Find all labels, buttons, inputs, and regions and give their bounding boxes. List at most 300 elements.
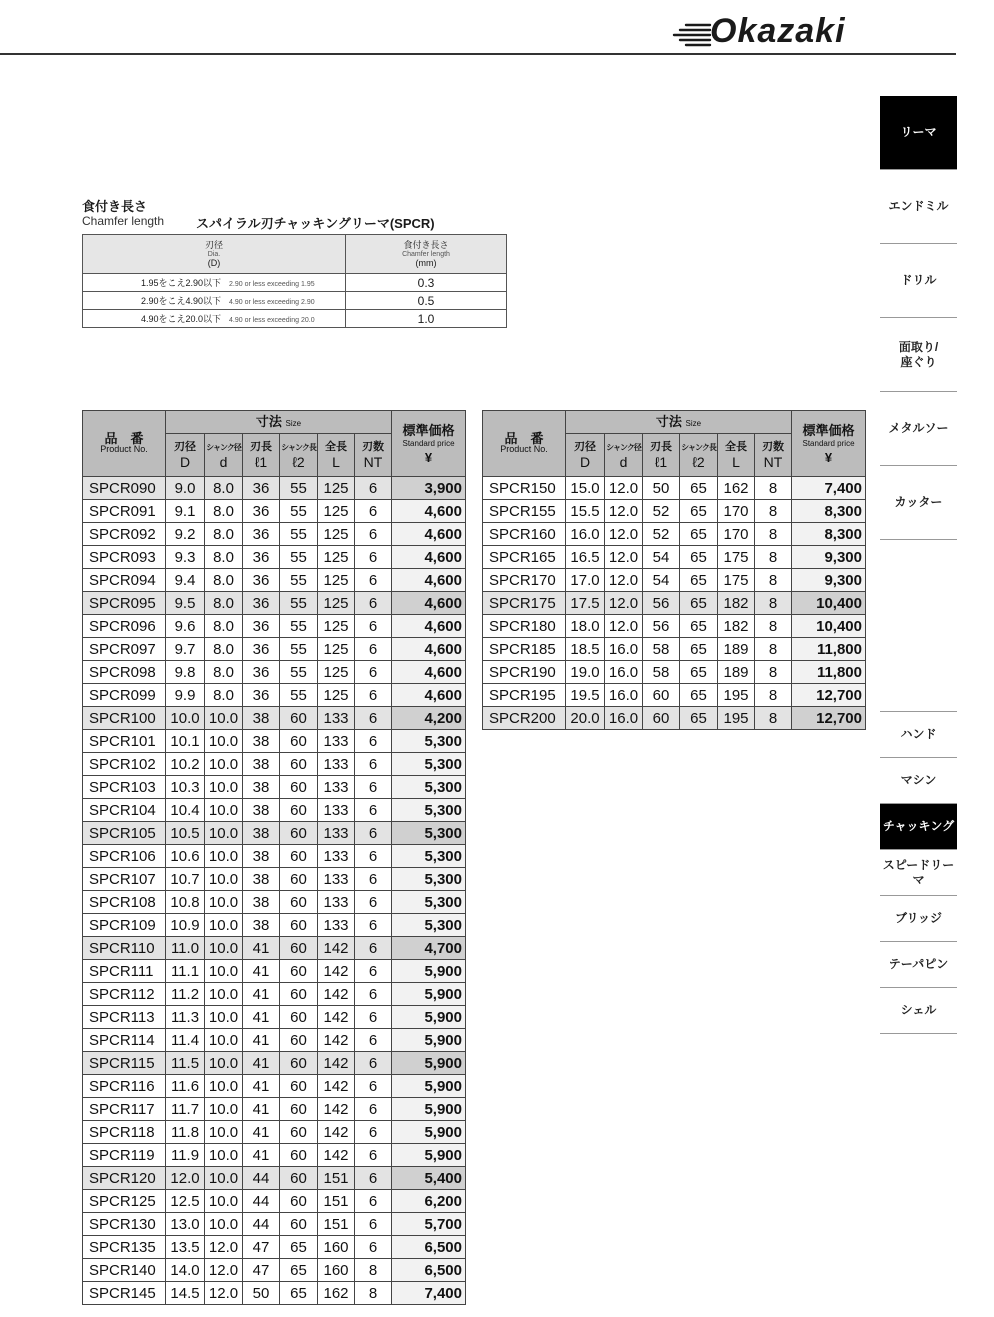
cell-l2: 60 <box>280 753 318 776</box>
cell-L: 182 <box>718 615 755 638</box>
side-nav-item-side_nav_top-2[interactable]: ドリル <box>880 244 957 318</box>
cell-l1: 36 <box>243 546 280 569</box>
col-overall <box>718 434 755 477</box>
cell-product-no: SPCR140 <box>83 1259 166 1282</box>
cell-product-no: SPCR185 <box>483 638 566 661</box>
cell-l2: 55 <box>280 684 318 707</box>
table-row <box>83 1213 466 1236</box>
chamfer-range <box>83 292 346 310</box>
cell-price: 5,300 <box>392 868 466 891</box>
cell-product-no: SPCR155 <box>483 500 566 523</box>
cell-price: 7,400 <box>392 1282 466 1305</box>
cell-l2: 60 <box>280 1006 318 1029</box>
cell-price: 5,900 <box>392 983 466 1006</box>
cell-D: 11.7 <box>166 1098 205 1121</box>
cell-d: 10.0 <box>205 707 243 730</box>
cell-L: 142 <box>318 1006 355 1029</box>
cell-l2: 60 <box>280 822 318 845</box>
cell-nt: 6 <box>355 1006 392 1029</box>
cell-D: 10.8 <box>166 891 205 914</box>
cell-D: 9.2 <box>166 523 205 546</box>
cell-D: 9.5 <box>166 592 205 615</box>
cell-price: 5,900 <box>392 960 466 983</box>
cell-nt: 6 <box>355 638 392 661</box>
cell-D: 14.5 <box>166 1282 205 1305</box>
cell-product-no: SPCR090 <box>83 477 166 500</box>
header-row-1 <box>83 411 466 434</box>
cell-price: 5,300 <box>392 822 466 845</box>
cell-nt: 6 <box>355 707 392 730</box>
cell-product-no: SPCR106 <box>83 845 166 868</box>
cell-l2: 55 <box>280 569 318 592</box>
cell-nt: 8 <box>355 1259 392 1282</box>
col-flute-symbol: ℓ1 <box>654 454 668 470</box>
cell-nt: 8 <box>755 638 792 661</box>
table-row <box>83 615 466 638</box>
table-row <box>83 822 466 845</box>
table-row <box>83 569 466 592</box>
col-price-yen: ¥ <box>424 449 433 465</box>
cell-l2: 60 <box>280 1213 318 1236</box>
cell-nt: 8 <box>755 569 792 592</box>
chamfer-range-en: 4.90 or less exceeding 20.0 <box>229 317 315 324</box>
cell-l1: 52 <box>643 523 680 546</box>
cell-D: 19.0 <box>566 661 605 684</box>
table-row <box>83 845 466 868</box>
cell-D: 12.0 <box>166 1167 205 1190</box>
cell-nt: 8 <box>755 684 792 707</box>
cell-L: 142 <box>318 1075 355 1098</box>
side-nav-item-side_nav_bottom-5[interactable]: テーパピン <box>880 942 957 988</box>
cell-d: 10.0 <box>205 799 243 822</box>
cell-product-no: SPCR117 <box>83 1098 166 1121</box>
cell-l1: 47 <box>243 1236 280 1259</box>
cell-price: 5,900 <box>392 1052 466 1075</box>
chamfer-value: 1.0 <box>346 310 507 328</box>
table-row <box>83 661 466 684</box>
cell-l2: 60 <box>280 1190 318 1213</box>
chamfer-range-jp: 2.90をこえ4.90以下 <box>140 296 221 306</box>
cell-product-no: SPCR091 <box>83 500 166 523</box>
col-dia-jp: 刃径 <box>574 441 596 453</box>
table-row <box>83 500 466 523</box>
table-row <box>83 1167 466 1190</box>
cell-price: 9,300 <box>792 569 866 592</box>
cell-D: 10.2 <box>166 753 205 776</box>
cell-l1: 41 <box>243 1029 280 1052</box>
cell-L: 133 <box>318 914 355 937</box>
cell-nt: 8 <box>355 1282 392 1305</box>
cell-nt: 6 <box>355 684 392 707</box>
cell-l2: 60 <box>280 1121 318 1144</box>
table-row <box>83 1282 466 1305</box>
cell-l1: 38 <box>243 753 280 776</box>
cell-nt: 6 <box>355 1121 392 1144</box>
cell-L: 189 <box>718 638 755 661</box>
side-nav-item-side_nav_top-4[interactable]: メタルソー <box>880 392 957 466</box>
cell-product-no: SPCR118 <box>83 1121 166 1144</box>
header-row-1 <box>483 411 866 434</box>
cell-product-no: SPCR195 <box>483 684 566 707</box>
cell-D: 19.5 <box>566 684 605 707</box>
side-nav-item-side_nav_top-1[interactable]: エンドミル <box>880 170 957 244</box>
cell-D: 10.3 <box>166 776 205 799</box>
cell-nt: 6 <box>355 1144 392 1167</box>
table-row <box>83 1236 466 1259</box>
cell-nt: 8 <box>755 500 792 523</box>
cell-L: 160 <box>318 1236 355 1259</box>
cell-L: 133 <box>318 776 355 799</box>
cell-L: 142 <box>318 1029 355 1052</box>
cell-D: 11.2 <box>166 983 205 1006</box>
cell-D: 9.4 <box>166 569 205 592</box>
col-product-no-en: Product No. <box>100 443 148 454</box>
col-price <box>392 411 466 477</box>
cell-product-no: SPCR150 <box>483 477 566 500</box>
cell-l2: 60 <box>280 1075 318 1098</box>
cell-d: 10.0 <box>205 1075 243 1098</box>
cell-L: 133 <box>318 845 355 868</box>
side-nav-item-side_nav_top-5[interactable]: カッター <box>880 466 957 540</box>
cell-product-no: SPCR125 <box>83 1190 166 1213</box>
cell-product-no: SPCR108 <box>83 891 166 914</box>
cell-D: 9.0 <box>166 477 205 500</box>
cell-l1: 44 <box>243 1213 280 1236</box>
cell-L: 170 <box>718 500 755 523</box>
cell-l2: 60 <box>280 891 318 914</box>
cell-price: 4,600 <box>392 569 466 592</box>
cell-D: 9.7 <box>166 638 205 661</box>
cell-D: 13.0 <box>166 1213 205 1236</box>
cell-product-no: SPCR114 <box>83 1029 166 1052</box>
cell-product-no: SPCR099 <box>83 684 166 707</box>
cell-l1: 54 <box>643 569 680 592</box>
side-nav-item-side_nav_bottom-3[interactable]: スピードリーマ <box>880 850 957 896</box>
product-table-body <box>83 477 466 1305</box>
cell-price: 5,900 <box>392 1121 466 1144</box>
cell-price: 5,300 <box>392 799 466 822</box>
cell-price: 5,900 <box>392 1098 466 1121</box>
col-nt-symbol: NT <box>763 454 783 470</box>
cell-nt: 6 <box>355 1052 392 1075</box>
cell-l2: 60 <box>280 914 318 937</box>
cell-l1: 58 <box>643 661 680 684</box>
col-nt-jp: 刃数 <box>762 441 784 453</box>
cell-price: 8,300 <box>792 500 866 523</box>
cell-D: 11.6 <box>166 1075 205 1098</box>
col-price-jp: 標準価格 <box>802 422 855 438</box>
table-row <box>83 477 466 500</box>
cell-l1: 36 <box>243 661 280 684</box>
cell-l1: 60 <box>643 707 680 730</box>
cell-l2: 55 <box>280 638 318 661</box>
cell-l1: 41 <box>243 1098 280 1121</box>
cell-product-no: SPCR112 <box>83 983 166 1006</box>
cell-L: 142 <box>318 1144 355 1167</box>
col-nt-jp: 刃数 <box>362 441 384 453</box>
cell-D: 10.1 <box>166 730 205 753</box>
table-row <box>83 799 466 822</box>
cell-D: 16.5 <box>566 546 605 569</box>
cell-L: 142 <box>318 983 355 1006</box>
cell-product-no: SPCR109 <box>83 914 166 937</box>
col-shanklen-symbol: ℓ2 <box>292 454 305 470</box>
cell-L: 125 <box>318 569 355 592</box>
cell-l2: 55 <box>280 661 318 684</box>
cell-l2: 65 <box>680 707 718 730</box>
cell-price: 5,300 <box>392 914 466 937</box>
cell-L: 133 <box>318 707 355 730</box>
cell-l2: 60 <box>280 1098 318 1121</box>
cell-d: 10.0 <box>205 776 243 799</box>
cell-product-no: SPCR145 <box>83 1282 166 1305</box>
cell-L: 160 <box>318 1259 355 1282</box>
col-dia-symbol: D <box>579 454 591 470</box>
cell-l2: 55 <box>280 477 318 500</box>
cell-product-no: SPCR111 <box>83 960 166 983</box>
cell-nt: 6 <box>355 914 392 937</box>
col-shanklen-symbol: ℓ2 <box>692 454 705 470</box>
cell-product-no: SPCR107 <box>83 868 166 891</box>
cell-D: 11.0 <box>166 937 205 960</box>
cell-d: 12.0 <box>605 615 643 638</box>
table-row <box>83 1121 466 1144</box>
product-table-left <box>82 410 466 1305</box>
cell-l1: 38 <box>243 799 280 822</box>
cell-nt: 6 <box>355 776 392 799</box>
product-table-body <box>483 477 866 730</box>
cell-d: 10.0 <box>205 1167 243 1190</box>
cell-product-no: SPCR116 <box>83 1075 166 1098</box>
cell-nt: 6 <box>355 960 392 983</box>
cell-nt: 6 <box>355 500 392 523</box>
chamfer-range-en: 4.90 or less exceeding 2.90 <box>229 299 315 306</box>
cell-product-no: SPCR100 <box>83 707 166 730</box>
cell-d: 10.0 <box>205 845 243 868</box>
side-nav-item-side_nav_bottom-1[interactable]: マシン <box>880 758 957 804</box>
cell-D: 11.5 <box>166 1052 205 1075</box>
cell-D: 9.1 <box>166 500 205 523</box>
cell-price: 4,600 <box>392 592 466 615</box>
chamfer-col-length: 食付き長さ Chamfer length (mm) <box>346 235 507 274</box>
cell-l1: 41 <box>243 960 280 983</box>
cell-price: 4,700 <box>392 937 466 960</box>
cell-l2: 65 <box>680 615 718 638</box>
cell-product-no: SPCR096 <box>83 615 166 638</box>
cell-d: 12.0 <box>605 500 643 523</box>
cell-product-no: SPCR119 <box>83 1144 166 1167</box>
cell-l1: 52 <box>643 500 680 523</box>
cell-d: 12.0 <box>605 569 643 592</box>
table-row <box>483 569 866 592</box>
table-row <box>83 1029 466 1052</box>
cell-nt: 8 <box>755 707 792 730</box>
cell-nt: 8 <box>755 615 792 638</box>
cell-price: 5,900 <box>392 1075 466 1098</box>
cell-price: 4,600 <box>392 684 466 707</box>
cell-D: 17.5 <box>566 592 605 615</box>
cell-nt: 6 <box>355 592 392 615</box>
cell-d: 8.0 <box>205 569 243 592</box>
cell-D: 18.0 <box>566 615 605 638</box>
col-price <box>792 411 866 477</box>
side-nav-reamer-types <box>880 711 957 1034</box>
chamfer-row <box>83 274 507 292</box>
cell-nt: 8 <box>755 661 792 684</box>
cell-nt: 6 <box>355 822 392 845</box>
col-size-jp: 寸法 <box>255 413 282 429</box>
side-nav-item-side_nav_bottom-6[interactable]: シェル <box>880 988 957 1034</box>
cell-l1: 41 <box>243 1144 280 1167</box>
cell-l1: 58 <box>643 638 680 661</box>
cell-l1: 36 <box>243 615 280 638</box>
series-title: スパイラル刃チャッキングリーマ(SPCR) <box>196 216 435 231</box>
table-row <box>83 707 466 730</box>
table-row <box>483 707 866 730</box>
cell-price: 3,900 <box>392 477 466 500</box>
cell-l1: 38 <box>243 845 280 868</box>
cell-price: 11,800 <box>792 661 866 684</box>
table-row <box>83 1190 466 1213</box>
cell-nt: 6 <box>355 845 392 868</box>
cell-product-no: SPCR120 <box>83 1167 166 1190</box>
cell-D: 11.9 <box>166 1144 205 1167</box>
cell-l2: 65 <box>680 569 718 592</box>
col-shank-symbol: d <box>619 454 628 470</box>
cell-price: 12,700 <box>792 707 866 730</box>
table-row <box>483 615 866 638</box>
chamfer-range <box>83 310 346 328</box>
cell-nt: 6 <box>355 753 392 776</box>
col-size-group <box>166 411 392 434</box>
cell-product-no: SPCR115 <box>83 1052 166 1075</box>
chamfer-range <box>83 274 346 292</box>
cell-d: 8.0 <box>205 546 243 569</box>
cell-L: 133 <box>318 730 355 753</box>
cell-D: 20.0 <box>566 707 605 730</box>
cell-nt: 6 <box>355 615 392 638</box>
cell-l2: 60 <box>280 776 318 799</box>
chamfer-value: 0.3 <box>346 274 507 292</box>
cell-l2: 65 <box>280 1259 318 1282</box>
cell-d: 12.0 <box>605 546 643 569</box>
chamfer-title-jp: 食付き長さ <box>82 199 148 214</box>
cell-l1: 36 <box>243 638 280 661</box>
cell-d: 10.0 <box>205 753 243 776</box>
cell-l1: 38 <box>243 868 280 891</box>
cell-nt: 8 <box>755 477 792 500</box>
cell-D: 10.5 <box>166 822 205 845</box>
cell-l2: 65 <box>680 477 718 500</box>
cell-l2: 60 <box>280 730 318 753</box>
cell-d: 10.0 <box>205 891 243 914</box>
table-row <box>83 753 466 776</box>
cell-d: 10.0 <box>205 730 243 753</box>
side-nav-item-side_nav_top-0[interactable]: リーマ <box>880 96 957 170</box>
col-dia-jp: 刃径 <box>174 441 196 453</box>
cell-L: 125 <box>318 523 355 546</box>
cell-l2: 60 <box>280 1144 318 1167</box>
table-row <box>483 546 866 569</box>
cell-d: 16.0 <box>605 661 643 684</box>
side-nav-item-side_nav_bottom-2[interactable]: チャッキング <box>880 804 957 850</box>
cell-l1: 38 <box>243 822 280 845</box>
col-shank <box>205 434 243 477</box>
col-size-en: Size <box>285 418 302 428</box>
cell-D: 12.5 <box>166 1190 205 1213</box>
chamfer-range-jp: 4.90をこえ20.0以下 <box>140 314 221 324</box>
cell-l2: 60 <box>280 868 318 891</box>
col-shanklen-jp: シャンク長 <box>681 443 716 452</box>
chamfer-row <box>83 310 507 328</box>
side-nav-item-side_nav_bottom-4[interactable]: ブリッジ <box>880 896 957 942</box>
cell-L: 142 <box>318 937 355 960</box>
cell-d: 12.0 <box>205 1259 243 1282</box>
cell-l2: 60 <box>280 937 318 960</box>
cell-D: 15.5 <box>566 500 605 523</box>
cell-product-no: SPCR135 <box>83 1236 166 1259</box>
cell-l2: 60 <box>280 1029 318 1052</box>
col-shanklen <box>280 434 318 477</box>
col-flute <box>243 434 280 477</box>
col-flute-jp: 刃長 <box>650 441 672 453</box>
col-price-jp: 標準価格 <box>402 422 455 438</box>
cell-D: 10.0 <box>166 707 205 730</box>
cell-L: 182 <box>718 592 755 615</box>
side-nav-item-side_nav_bottom-0[interactable]: ハンド <box>880 712 957 758</box>
cell-l2: 65 <box>680 500 718 523</box>
cell-d: 10.0 <box>205 1213 243 1236</box>
product-table-header <box>83 411 466 477</box>
cell-L: 125 <box>318 592 355 615</box>
table-row <box>483 500 866 523</box>
chamfer-col-dia: 刃径 Dia. (D) <box>83 235 346 274</box>
side-nav-item-side_nav_top-3[interactable]: 面取り/ 座ぐり <box>880 318 957 392</box>
cell-L: 125 <box>318 546 355 569</box>
cell-l1: 44 <box>243 1190 280 1213</box>
cell-l1: 54 <box>643 546 680 569</box>
chamfer-title-en: Chamfer length <box>82 214 165 228</box>
cell-d: 10.0 <box>205 960 243 983</box>
cell-price: 10,400 <box>792 592 866 615</box>
cell-l2: 60 <box>280 983 318 1006</box>
cell-nt: 6 <box>355 868 392 891</box>
cell-d: 10.0 <box>205 822 243 845</box>
cell-product-no: SPCR093 <box>83 546 166 569</box>
cell-l1: 41 <box>243 1075 280 1098</box>
table-row <box>83 914 466 937</box>
cell-d: 8.0 <box>205 661 243 684</box>
cell-l1: 50 <box>643 477 680 500</box>
col-dia <box>166 434 205 477</box>
cell-d: 8.0 <box>205 523 243 546</box>
cell-price: 6,500 <box>392 1236 466 1259</box>
col-flute-jp: 刃長 <box>250 441 272 453</box>
cell-price: 5,400 <box>392 1167 466 1190</box>
cell-L: 151 <box>318 1213 355 1236</box>
cell-nt: 6 <box>355 1098 392 1121</box>
cell-d: 8.0 <box>205 500 243 523</box>
cell-nt: 6 <box>355 546 392 569</box>
cell-l1: 38 <box>243 730 280 753</box>
cell-price: 4,600 <box>392 523 466 546</box>
col-size-group <box>566 411 792 434</box>
cell-D: 11.8 <box>166 1121 205 1144</box>
cell-l2: 65 <box>680 523 718 546</box>
cell-L: 195 <box>718 707 755 730</box>
cell-d: 12.0 <box>605 523 643 546</box>
table-row <box>83 937 466 960</box>
